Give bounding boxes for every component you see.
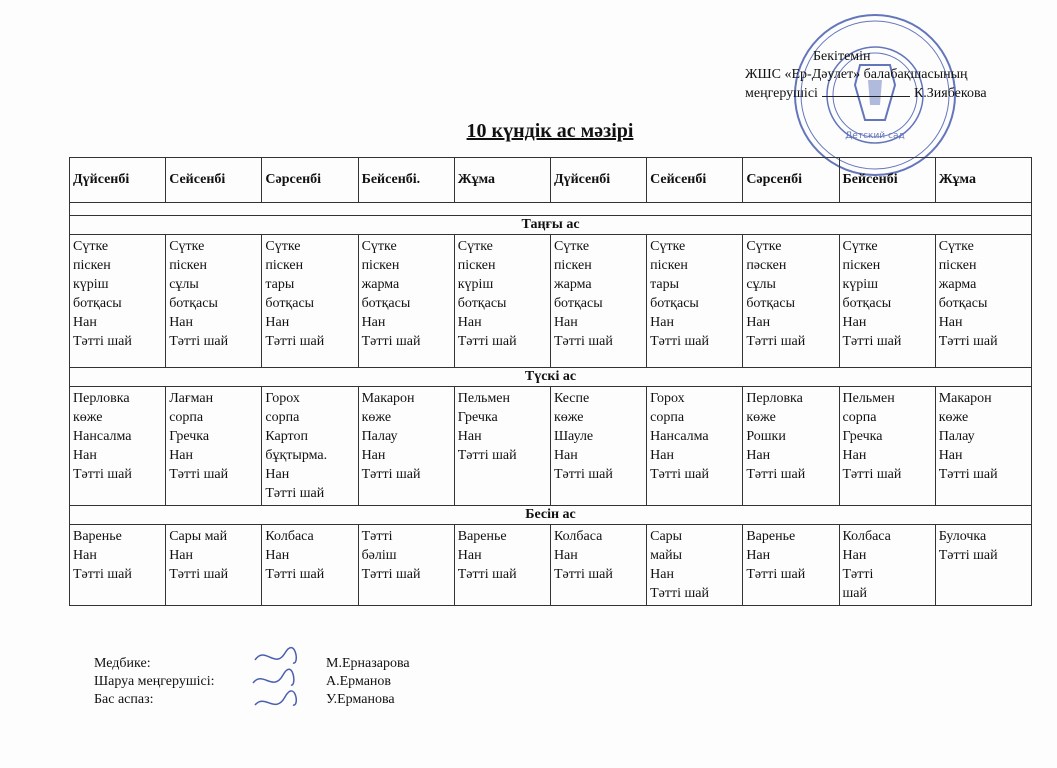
menu-item: Тәтті шай [361,467,421,482]
day-header: Бейсенбі. [358,158,454,203]
menu-item: Булочка [938,529,987,544]
snack-cell [935,525,1031,606]
menu-item: Нан [169,315,194,330]
menu-item: Тәтті [842,567,874,582]
page-title: 10 күндік ас мәзірі [466,120,634,142]
menu-item: Нан [361,315,386,330]
menu-item: ботқасы [650,296,699,311]
snack-cell [262,525,358,606]
menu-item: Шауле [553,429,594,444]
lunch-label-row [70,368,1032,387]
menu-item: Сүтке [746,239,782,254]
menu-item: Тәтті шай [650,467,710,482]
menu-item: Горох [650,391,685,406]
menu-item: Сары [650,529,683,544]
breakfast-label-row [70,216,1032,235]
menu-item: Рошки [746,429,786,444]
lunch-cell [743,387,839,506]
breakfast-cell [550,235,646,368]
menu-item: Тәтті шай [938,334,998,349]
menu-item: Нан [650,448,674,463]
menu-item: тары [265,277,295,292]
menu-item: Палау [361,429,398,444]
menu-item: ботқасы [265,296,315,311]
menu-item: пәскен [746,258,787,273]
menu-item: Тәтті шай [265,334,325,349]
menu-item: Сүтке [265,239,301,254]
menu-item: Тәтті шай [746,567,806,582]
approval-line-2: ЖШС «Ер-Дәулет» балабақшасының [745,67,968,82]
snack-cell [358,525,454,606]
menu-item: Тәтті шай [73,334,132,349]
menu-item: Нан [73,315,97,330]
menu-item: Нан [938,448,963,463]
signatory-row [94,673,410,691]
menu-item: Тәтті шай [650,334,710,349]
menu-item: Нан [746,548,771,563]
day-header: Бейсенбі [839,158,935,203]
menu-item: жарма [361,277,400,292]
signatory-name: А.Ерманов [326,674,392,689]
lunch-cell [166,387,262,506]
menu-item: піскен [650,258,688,273]
menu-item: көже [73,410,103,425]
menu-item: Сүтке [73,239,109,254]
menu-item: Тәтті шай [650,586,710,601]
day-header: Сейсенбі [647,158,743,203]
menu-item: Варенье [73,529,122,544]
menu-item: тары [650,277,680,292]
menu-item: Тәтті шай [746,467,806,482]
menu-item: Нан [842,548,867,563]
menu-item: Сүтке [650,239,686,254]
menu-item: Тәтті шай [457,334,517,349]
menu-item: сұлы [746,277,776,292]
menu-item: Тәтті шай [938,467,998,482]
menu-item: Колбаса [265,529,314,544]
day-header: Дүйсенбі [70,158,166,203]
menu-item: Нан [746,448,771,463]
menu-item: Тәтті шай [265,567,325,582]
menu-item: Нан [361,448,386,463]
snack-label-row [70,506,1032,525]
menu-item: Пельмен [457,391,511,406]
breakfast-cell [454,235,550,368]
menu-item: Варенье [746,529,796,544]
menu-item: піскен [553,258,592,273]
menu-item: Тәтті шай [169,567,229,582]
menu-item: Макарон [361,391,415,406]
approval-line-3 [745,84,987,103]
menu-item: Нан [746,315,771,330]
menu-item: сорпа [169,410,204,425]
menu-item: көже [553,410,584,425]
signatories [94,655,410,709]
day-header: Сәрсенбі [262,158,358,203]
menu-item: Нан [73,448,97,463]
snack-cell [647,525,743,606]
menu-item: Нан [457,548,482,563]
menu-item: Нансалма [73,429,132,444]
menu-item: Сары май [169,529,228,544]
menu-item: Тәтті шай [457,448,517,463]
menu-item: Нан [938,315,963,330]
breakfast-row [70,235,1032,368]
breakfast-label: Таңғы ас [70,216,1032,235]
menu-item: Тәтті шай [361,334,421,349]
menu-item: Нан [842,315,867,330]
days-header-row [70,158,1032,203]
approval-role: меңгерушісі [745,86,818,101]
menu-item: Гречка [169,429,210,444]
lunch-cell [70,387,166,506]
menu-item: жарма [553,277,592,292]
menu-item: Нан [169,448,194,463]
menu-item: сорпа [265,410,300,425]
lunch-cell [550,387,646,506]
lunch-cell [839,387,935,506]
lunch-row [70,387,1032,506]
menu-item: Колбаса [842,529,891,544]
lunch-label: Түскі ас [70,368,1032,387]
breakfast-cell [935,235,1031,368]
approval-name: К.Зиябекова [913,86,987,101]
menu-item: сұлы [169,277,199,292]
menu-item: Сүтке [553,239,590,254]
signature-line [822,84,910,97]
day-header: Дүйсенбі [550,158,646,203]
breakfast-cell [358,235,454,368]
menu-item: Нан [457,315,482,330]
menu-item: бәліш [361,548,397,563]
breakfast-cell [166,235,262,368]
signatory-row [94,655,410,673]
menu-item: ботқасы [938,296,988,311]
snack-cell [70,525,166,606]
menu-item: бұқтырма. [265,448,328,463]
menu-item: Горох [265,391,300,406]
menu-item: Тәтті шай [938,548,998,563]
signatory-role: Медбике: [94,656,151,671]
snack-cell [166,525,262,606]
menu-item: Тәтті шай [73,567,132,582]
menu-item: ботқасы [842,296,892,311]
menu-item: Перловка [746,391,803,406]
menu-item: Нан [457,429,482,444]
menu-item: Тәтті шай [361,567,421,582]
menu-item: Нан [265,548,290,563]
breakfast-cell [262,235,358,368]
menu-item: көже [746,410,776,425]
snack-cell [454,525,550,606]
breakfast-cell [70,235,166,368]
menu-item: Тәтті шай [553,567,613,582]
snack-cell [743,525,839,606]
signatory-role: Шаруа меңгерушісі: [94,674,215,689]
menu-item: Сүтке [361,239,397,254]
lunch-cell [358,387,454,506]
menu-item: Сүтке [169,239,205,254]
menu-item: Тәтті шай [553,467,613,482]
menu-item: күріш [842,277,878,292]
breakfast-cell [839,235,935,368]
day-header: Жұма [454,158,550,203]
menu-item: Тәтті шай [169,334,229,349]
menu-item: ботқасы [746,296,796,311]
menu-item: Тәтті шай [553,334,613,349]
menu-item: Нансалма [650,429,709,444]
menu-item: Лағман [169,391,214,406]
menu-item: Гречка [842,429,883,444]
menu-item: Палау [938,429,975,444]
menu-item: жарма [938,277,977,292]
menu-item: піскен [457,258,496,273]
menu-item: Тәтті шай [73,467,132,482]
menu-item: Нан [265,315,290,330]
menu-item: көже [361,410,392,425]
menu-item: Нан [553,548,578,563]
lunch-cell [647,387,743,506]
menu-item: шай [842,586,867,601]
snack-label: Бесін ас [70,506,1032,525]
menu-item: Нан [650,315,674,330]
menu-item: Тәтті шай [169,467,229,482]
menu-item: піскен [361,258,400,273]
menu-item: Нан [650,567,674,582]
menu-item: ботқасы [457,296,507,311]
signatory-row [94,691,410,709]
menu-item: Нан [73,548,97,563]
menu-item: сорпа [842,410,877,425]
menu-item: Пельмен [842,391,895,406]
lunch-cell [262,387,358,506]
menu-item: Макарон [938,391,992,406]
menu-item: сорпа [650,410,685,425]
menu-item: Тәтті шай [746,334,806,349]
menu-item: Сүтке [457,239,493,254]
menu-item: піскен [265,258,304,273]
approval-line-1: Бекітемін [813,49,871,64]
signatory-role: Бас аспаз: [94,692,154,707]
signatory-name: М.Ерназарова [326,656,410,671]
snack-cell [839,525,935,606]
menu-item: Картоп [265,429,308,444]
lunch-cell [935,387,1031,506]
menu-item: майы [650,548,683,563]
menu-item: Перловка [73,391,130,406]
menu-item: ботқасы [553,296,603,311]
menu-item: піскен [938,258,977,273]
breakfast-cell [743,235,839,368]
menu-item: Тәтті шай [265,486,325,501]
svg-text:Детский сад: Детский сад [845,131,905,141]
menu-item: ботқасы [169,296,218,311]
snack-row [70,525,1032,606]
menu-item: Колбаса [553,529,603,544]
menu-item: Тәтті шай [842,334,902,349]
menu-item: Тәтті шай [457,567,517,582]
menu-item: Нан [265,467,290,482]
snack-cell [550,525,646,606]
menu-item: Нан [169,548,194,563]
breakfast-cell [647,235,743,368]
lunch-cell [454,387,550,506]
menu-item: Гречка [457,410,498,425]
spacer-row [70,203,1032,216]
menu-table [69,157,1032,606]
menu-item: Нан [842,448,867,463]
menu-item: Сүтке [842,239,878,254]
menu-item: Тәтті [361,529,393,544]
menu-item: күріш [73,277,109,292]
menu-item: піскен [73,258,111,273]
menu-item: күріш [457,277,494,292]
day-header: Сейсенбі [166,158,262,203]
menu-item: Тәтті шай [842,467,902,482]
menu-item: піскен [842,258,881,273]
menu-item: Сүтке [938,239,974,254]
menu-item: Нан [553,448,578,463]
menu-item: ботқасы [361,296,411,311]
menu-item: көже [938,410,969,425]
signatory-name: У.Ерманова [326,692,395,707]
menu-item: піскен [169,258,207,273]
menu-item: Варенье [457,529,507,544]
day-header: Сәрсенбі [743,158,839,203]
menu-item: Нан [553,315,578,330]
menu-item: Кеспе [553,391,590,406]
day-header: Жұма [935,158,1031,203]
approval-block [745,48,987,103]
menu-item: ботқасы [73,296,122,311]
